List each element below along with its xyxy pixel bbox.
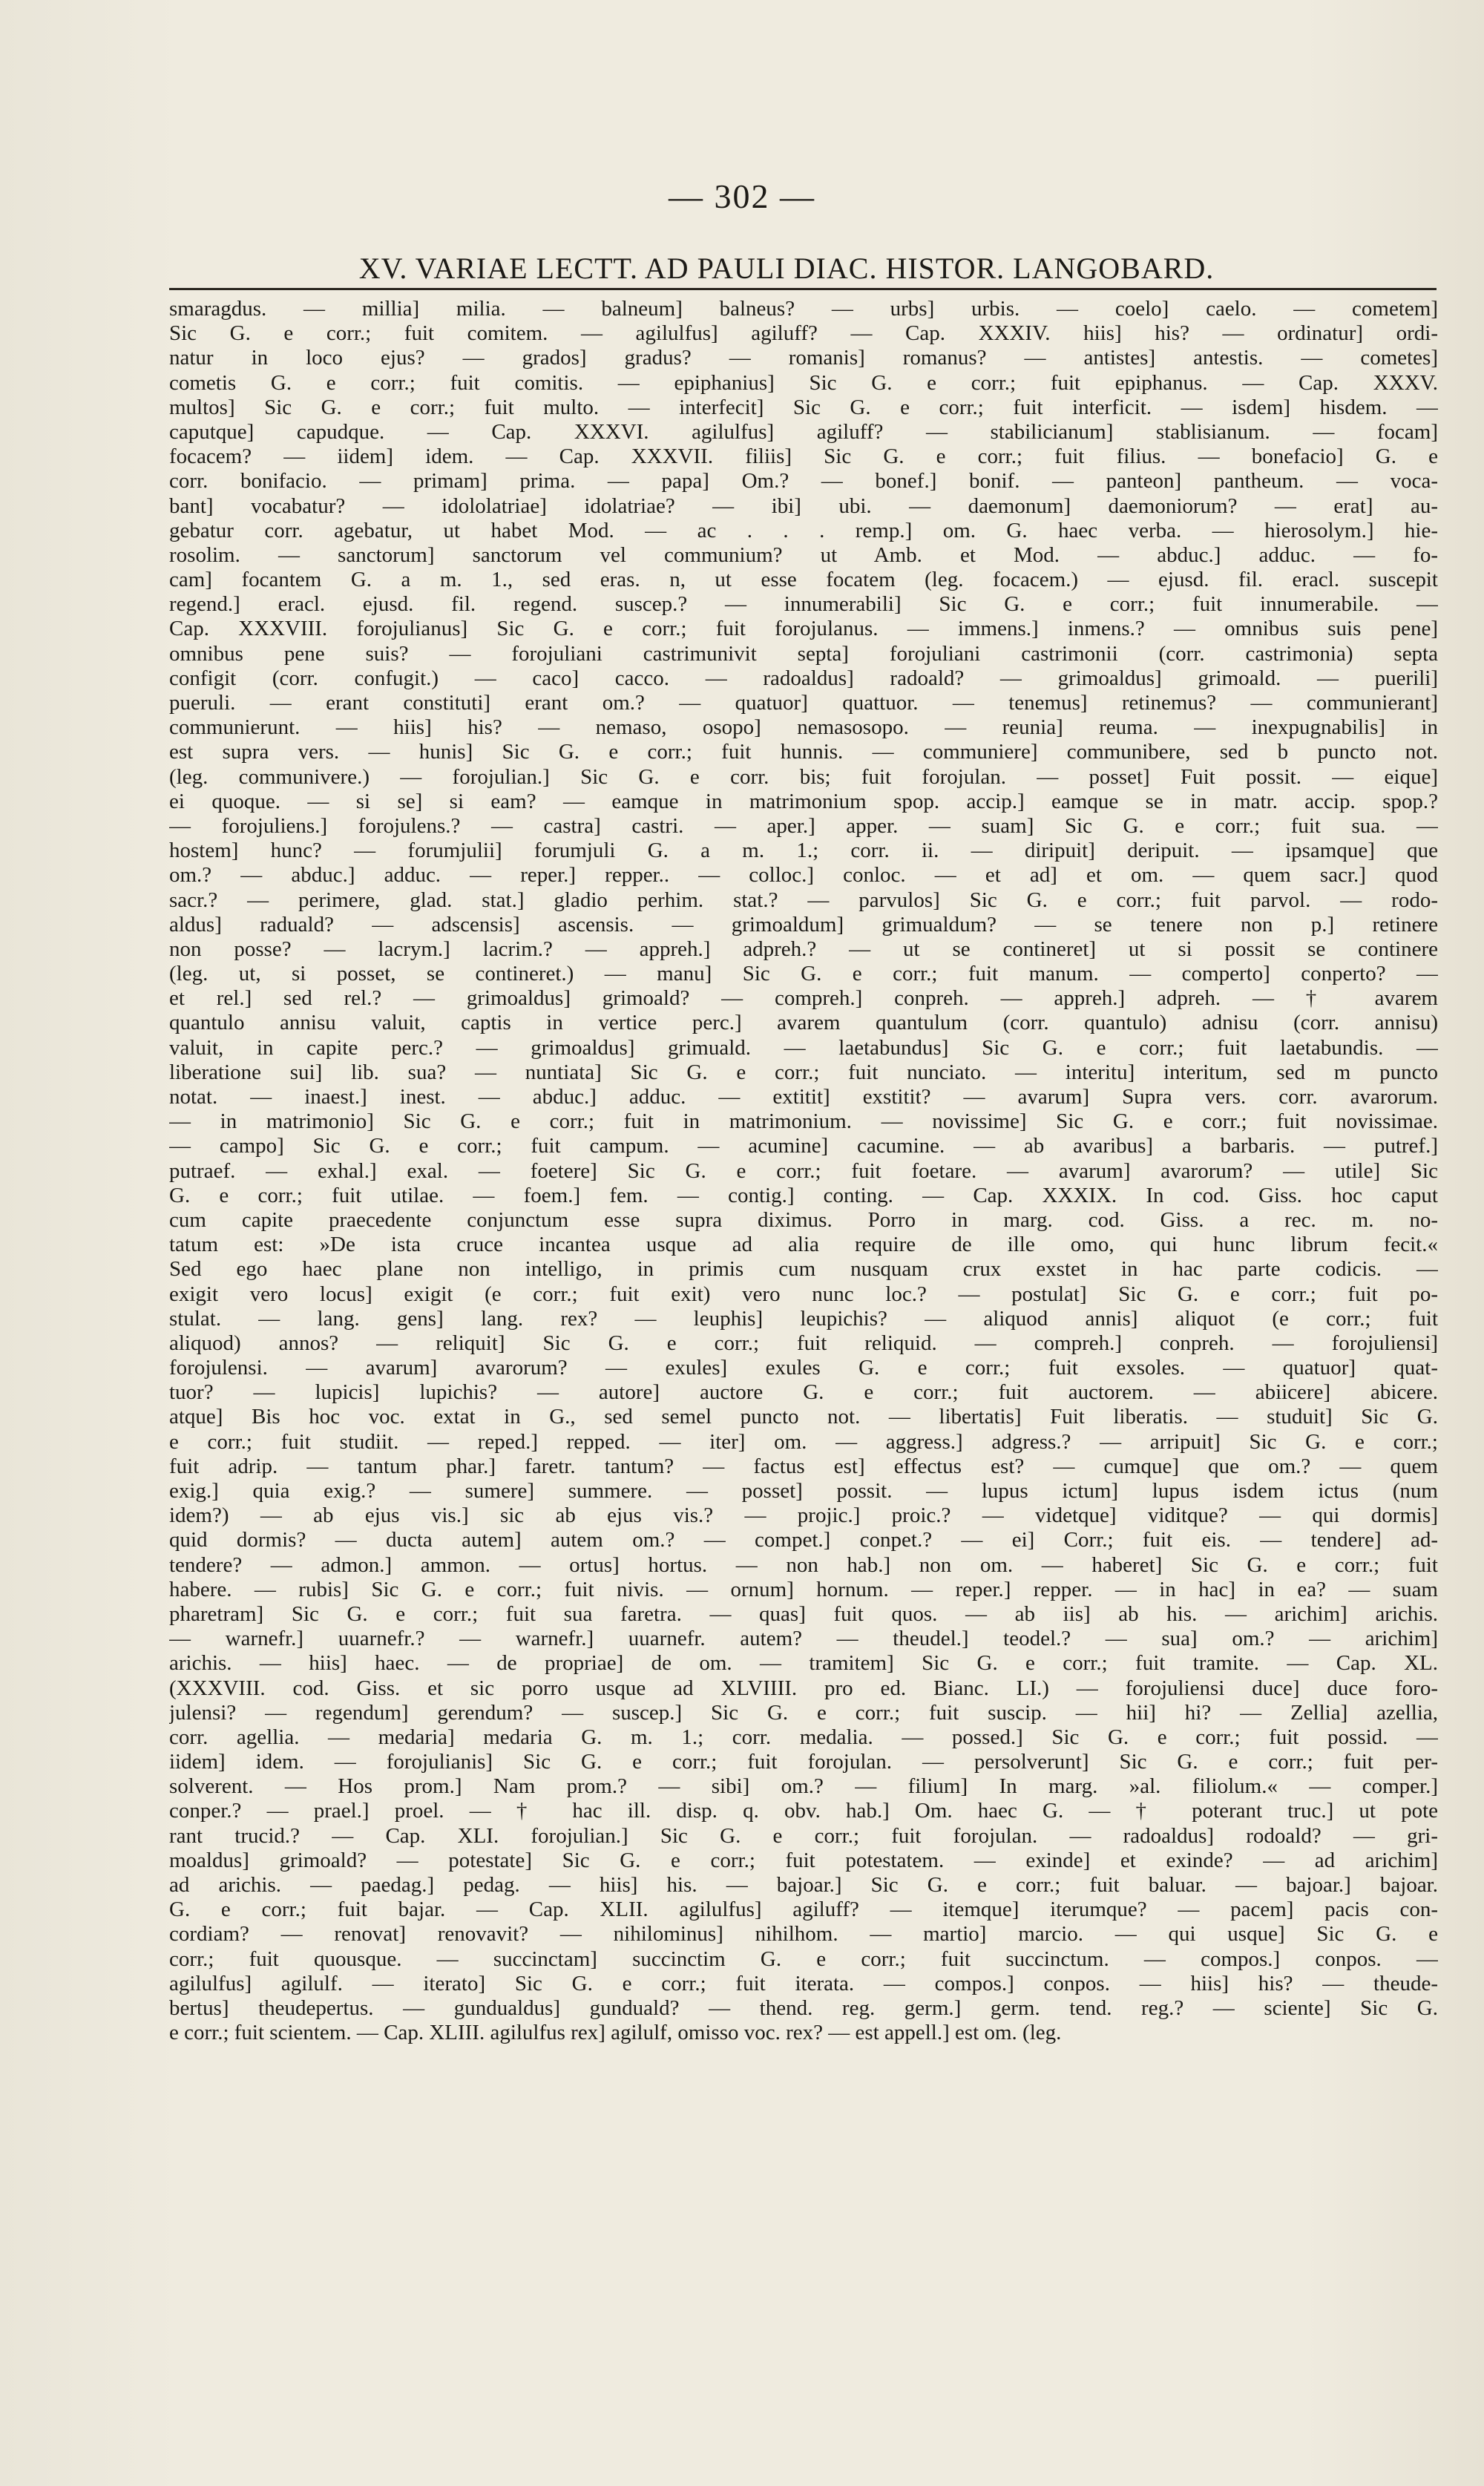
text-line: corr. bonifacio. — primam] prima. — papa] Om.? — bonef.] bonif. — panteon] pantheum. — voca-: [169, 469, 1438, 493]
text-line: forojulensi. — avarum] avarorum? — exules] exules G. e corr.; fuit exsoles. — quatuor] quat-: [169, 1356, 1438, 1380]
text-line: focacem? — iidem] idem. — Cap. XXXVII. filiis] Sic G. e corr.; fuit filius. — bonefacio] G. e: [169, 445, 1438, 469]
running-head: XV. VARIAE LECTT. AD PAULI DIAC. HISTOR. LANGOBARD.: [358, 252, 1215, 285]
text-line: habere. — rubis] Sic G. e corr.; fuit nivis. — ornum] hornum. — reper.] repper. — in hac] in ea? — suam: [169, 1577, 1438, 1601]
text-line: omnibus pene suis? — forojuliani castrimunivit septa] forojuliani castrimonii (corr. castrimonia) septa: [169, 641, 1438, 666]
text-line: exig.] quia exig.? — sumere] summere. — posset] possit. — lupus ictum] lupus isdem ictus (num: [169, 1479, 1438, 1503]
text-line: aldus] raduald? — adscensis] ascensis. — grimoaldum] grimualdum? — se tenere non p.] retinere: [169, 912, 1438, 937]
text-line: cometis G. e corr.; fuit comitis. — epiphanius] Sic G. e corr.; fuit epiphanus. — Cap. XXXV.: [169, 370, 1438, 395]
text-line: om.? — abduc.] adduc. — reper.] repper.. — colloc.] conloc. — et ad] et om. — quem sacr.] quod: [169, 863, 1438, 888]
text-line: exigit vero locus] exigit (e corr.; fuit exit) vero nunc loc.? — postulat] Sic G. e corr.; fuit po-: [169, 1282, 1438, 1306]
text-line: fuit adrip. — tantum phar.] faretr. tantum? — factus est] effectus est? — cumque] que om.? — quem: [169, 1454, 1438, 1478]
text-line: multos] Sic G. e corr.; fuit multo. — interfecit] Sic G. e corr.; fuit interficit. — isdem] hisdem. —: [169, 395, 1438, 419]
text-line: communierunt. — hiis] his? — nemaso, osopo] nemasosopo. — reunia] reuma. — inexpugnabilis] in: [169, 715, 1438, 740]
text-line: caputque] capudque. — Cap. XXXVI. agilulfus] agiluff? — stabilicianum] stablisianum. — focam]: [169, 419, 1438, 444]
text-line: G. e corr.; fuit bajar. — Cap. XLII. agilulfus] agiluff? — itemque] iterumque? — pacem] pacis con-: [169, 1898, 1438, 1922]
text-line: smaragdus. — millia] milia. — balneum] balneus? — urbs] urbis. — coelo] caelo. — cometem]: [169, 297, 1438, 321]
text-line: G. e corr.; fuit utilae. — foem.] fem. — contig.] conting. — Cap. XXXIX. In cod. Giss. hoc caput: [169, 1183, 1438, 1207]
text-line: corr. agellia. — medaria] medaria G. m. 1.; corr. medalia. — possed.] Sic G. e corr.; fuit possid. —: [169, 1725, 1438, 1749]
text-line: conper.? — prael.] proel. — † hac ill. disp. q. obv. hab.] Om. haec G. — † poterant truc.] ut pote: [169, 1799, 1438, 1823]
text-line: cordiam? — renovat] renovavit? — nihilominus] nihilhom. — martio] marcio. — qui usque] Sic G. e: [169, 1922, 1438, 1947]
text-line: non posse? — lacrym.] lacrim.? — appreh.] adpreh.? — ut se contineret] ut si possit se continere: [169, 937, 1438, 961]
text-line: ei quoque. — si se] si eam? — eamque in matrimonium spop. accip.] eamque se in matr. accip. spop.?: [169, 789, 1438, 813]
text-line: est supra vers. — hunis] Sic G. e corr.; fuit hunnis. — communiere] communibere, sed b puncto not.: [169, 740, 1438, 764]
text-line: e corr.; fuit scientem. — Cap. XLIII. agilulfus rex] agilulf, omisso voc. rex? — est appell.] est om. (leg.: [169, 2021, 1062, 2045]
text-line: Sed ego haec plane non intelligo, in primis cum nusquam crux exstet in hac parte codicis. —: [169, 1257, 1438, 1282]
text-line: valuit, in capite perc.? — grimoaldus] grimuald. — laetabundus] Sic G. e corr.; fuit laetabundis. —: [169, 1035, 1438, 1060]
text-line: solverent. — Hos prom.] Nam prom.? — sibi] om.? — filium] In marg. »al. filiolum.« — comper.]: [169, 1774, 1438, 1799]
text-line: e corr.; fuit studiit. — reped.] repped. — iter] om. — aggress.] adgress.? — arripuit] Sic G. e corr.;: [169, 1429, 1438, 1454]
page-number: — 302 —: [669, 177, 815, 215]
text-line: (leg. ut, si posset, se contineret.) — manu] Sic G. e corr.; fuit manum. — comperto] conperto? —: [169, 962, 1438, 986]
text-line: cum capite praecedente conjunctum esse supra diximus. Porro in marg. cod. Giss. a rec. m. no-: [169, 1207, 1438, 1232]
text-line: iidem] idem. — forojulianis] Sic G. e corr.; fuit forojulan. — persolverunt] Sic G. e corr.; fuit per-: [169, 1750, 1438, 1774]
text-line: atque] Bis hoc voc. extat in G., sed semel puncto not. — libertatis] Fuit liberatis. — studuit] Sic G.: [169, 1405, 1438, 1429]
text-line: pueruli. — erant constituti] erant om.? — quatuor] quattuor. — tenemus] retinemus? — communierant]: [169, 691, 1438, 715]
text-line: moaldus] grimoald? — potestate] Sic G. e corr.; fuit potestatem. — exinde] et exinde? — ad arichim]: [169, 1848, 1438, 1872]
text-line: agilulfus] agilulf. — iterato] Sic G. e corr.; fuit iterata. — compos.] conpos. — hiis] his? — theude-: [169, 1971, 1438, 1995]
text-line: notat. — inaest.] inest. — abduc.] adduc. — extitit] exstitit? — avarum] Supra vers. corr. avarorum.: [169, 1085, 1438, 1109]
text-line: liberatione sui] lib. sua? — nuntiata] Sic G. e corr.; fuit nunciato. — interitu] interitum, sed m puncto: [169, 1060, 1438, 1084]
text-line: gebatur corr. agebatur, ut habet Mod. — ac . . . remp.] om. G. haec verba. — hierosolym.] hie-: [169, 518, 1438, 542]
text-line: Sic G. e corr.; fuit comitem. — agilulfus] agiluff? — Cap. XXXIV. hiis] his? — ordinatur] ordi-: [169, 321, 1438, 346]
text-line: bertus] theudepertus. — gundualdus] gunduald? — thend. reg. germ.] germ. tend. reg.? — sciente] Sic G.: [169, 1995, 1438, 2020]
text-line: — in matrimonio] Sic G. e corr.; fuit in matrimonium. — novissime] Sic G. e corr.; fuit novissimae.: [169, 1109, 1438, 1134]
text-line: — forojuliens.] forojulens.? — castra] castri. — aper.] apper. — suam] Sic G. e corr.; fuit sua. —: [169, 813, 1438, 838]
text-line: regend.] eracl. ejusd. fil. regend. suscep.? — innumerabili] Sic G. e corr.; fuit innumerabile. —: [169, 592, 1438, 617]
text-line: julensi? — regendum] gerendum? — suscep.] Sic G. e corr.; fuit suscip. — hii] hi? — Zellia] azellia,: [169, 1700, 1438, 1725]
text-line: bant] vocabatur? — idololatriae] idolatriae? — ibi] ubi. — daemonum] daemoniorum? — erat] au-: [169, 493, 1438, 518]
text-line: Cap. XXXVIII. forojulianus] Sic G. e corr.; fuit forojulanus. — immens.] inmens.? — omnibus suis pene]: [169, 617, 1438, 641]
text-line: — warnefr.] uuarnefr.? — warnefr.] uuarnefr. autem? — theudel.] teodel.? — sua] om.? — arichim]: [169, 1627, 1438, 1651]
text-line: arichis. — hiis] haec. — de propriae] de om. — tramitem] Sic G. e corr.; fuit tramite. — Cap. XL.: [169, 1651, 1438, 1676]
text-line: corr.; fuit quousque. — succinctam] succinctim G. e corr.; fuit succinctum. — compos.] conpos. —: [169, 1947, 1438, 1971]
text-line: tendere? — admon.] ammon. — ortus] hortus. — non hab.] non om. — haberet] Sic G. e corr.; fuit: [169, 1552, 1438, 1577]
text-line: pharetram] Sic G. e corr.; fuit sua faretra. — quas] fuit quos. — ab iis] ab his. — arichim] arichis.: [169, 1601, 1438, 1626]
text-line: cam] focantem G. a m. 1., sed eras. n, ut esse focatem (leg. focacem.) — ejusd. fil. eracl. suscepit: [169, 568, 1438, 592]
text-line: ad arichis. — paedag.] pedag. — hiis] his. — bajoar.] Sic G. e corr.; fuit baluar. — bajoar.] bajoar.: [169, 1873, 1438, 1897]
text-line: idem?) — ab ejus vis.] sic ab ejus vis.? — projic.] proic.? — videtque] viditque? — qui dormis]: [169, 1503, 1438, 1528]
text-line: rosolim. — sanctorum] sanctorum vel communium? ut Amb. et Mod. — abduc.] adduc. — fo-: [169, 542, 1438, 567]
text-line: rant trucid.? — Cap. XLI. forojulian.] Sic G. e corr.; fuit forojulan. — radoaldus] rodoald? — gri-: [169, 1823, 1438, 1848]
text-line: sacr.? — perimere, glad. stat.] gladio perhim. stat.? — parvulos] Sic G. e corr.; fuit parvol. — rodo-: [169, 888, 1438, 912]
text-line: et rel.] sed rel.? — grimoaldus] grimoald? — compreh.] conpreh. — appreh.] adpreh. — † avarem: [169, 986, 1438, 1011]
text-line: tatum est: »De ista cruce incantea usque ad alia require de ille omo, qui hunc librum fecit.«: [169, 1233, 1438, 1257]
text-line: natur in loco ejus? — grados] gradus? — romanis] romanus? — antistes] antestis. — cometes]: [169, 346, 1438, 370]
apparatus-text: [169, 297, 1438, 2449]
text-line: quid dormis? — ducta autem] autem om.? — compet.] conpet.? — ei] Corr.; fuit eis. — tendere] ad-: [169, 1528, 1438, 1552]
text-line: — campo] Sic G. e corr.; fuit campum. — acumine] cacumine. — ab avaribus] a barbaris. — putref.]: [169, 1134, 1438, 1158]
text-line: putraef. — exhal.] exal. — foetere] Sic G. e corr.; fuit foetare. — avarum] avarorum? — utile] Sic: [169, 1158, 1438, 1183]
text-line: quantulo annisu valuit, captis in vertice perc.] avarem quantulum (corr. quantulo) adnisu (corr. annisu): [169, 1011, 1438, 1035]
text-line: tuor? — lupicis] lupichis? — autore] auctore G. e corr.; fuit auctorem. — abiicere] abicere.: [169, 1380, 1438, 1405]
text-line: (XXXVIII. cod. Giss. et sic porro usque ad XLVIIII. pro ed. Bianc. LI.) — forojuliensi duce] duce foro-: [169, 1676, 1438, 1700]
text-line: stulat. — lang. gens] lang. rex? — leuphis] leupichis? — aliquod annis] aliquot (e corr.; fuit: [169, 1306, 1438, 1331]
header-rule: [169, 288, 1437, 290]
text-line: aliquod) annos? — reliquit] Sic G. e corr.; fuit reliquid. — compreh.] conpreh. — forojuliensi]: [169, 1331, 1438, 1355]
text-line: (leg. communivere.) — forojulian.] Sic G. e corr. bis; fuit forojulan. — posset] Fuit possit. — eique]: [169, 764, 1438, 789]
text-line: hostem] hunc? — forumjulii] forumjuli G. a m. 1.; corr. ii. — diripuit] deripuit. — ipsamque] que: [169, 839, 1438, 863]
text-line: configit (corr. confugit.) — caco] cacco. — radoaldus] radoald? — grimoaldus] grimoald. — puerili]: [169, 666, 1438, 690]
